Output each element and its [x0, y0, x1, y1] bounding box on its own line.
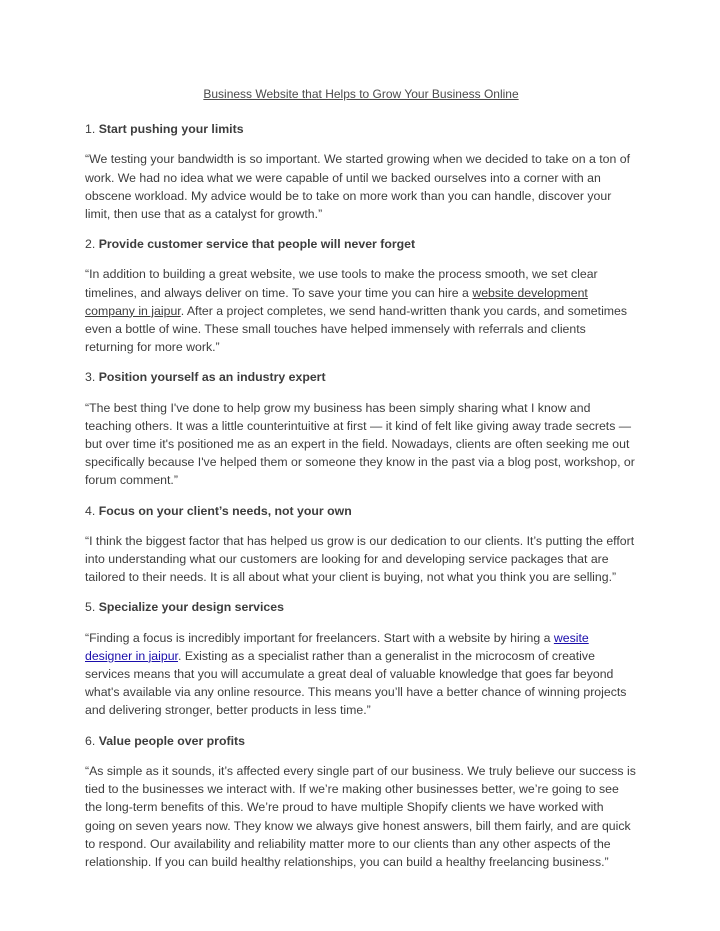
section-heading-4	[85, 502, 637, 520]
section-heading-text: Provide customer service that people will never forget	[98, 237, 416, 252]
section-number: 6.	[85, 733, 96, 748]
section-number: 3.	[85, 370, 96, 385]
section-heading-text: Specialize your design services	[98, 600, 284, 615]
section-heading-text: Value people over profits	[98, 733, 245, 748]
section-heading-2	[85, 235, 637, 253]
section-paragraph-3: “The best thing I've done to help grow my business has been simply sharing what I know and teaching others. It was a little counterintuitive at first — it kind of felt like giving away trade secrets — but over time it's positioned me as an expert in the field. Nowadays, clients are often seeking me out specifically because I've helped them or someone they know in the past via a blog post, workshop, or forum comment.”	[85, 400, 635, 488]
section-heading-3	[85, 368, 637, 386]
paragraph-text: . Existing as a specialist rather than a generalist in the microcosm of creative services means that you will accumulate a great deal of valuable knowledge that goes far beyond what's available via any online resource. This means you’ll have a better chance of winning projects and delivering stronger, better products in less time.”	[85, 648, 627, 718]
section-heading-6	[85, 732, 637, 750]
section-paragraph-1: “We testing your bandwidth is so important. We started growing when we decided to take on a ton of work. We had no idea what we were capable of until we backed ourselves into a corner with an obscene workload. My advice would be to take on more work than you can handle, discover your limit, then use that as a catalyst for growth.”	[85, 152, 631, 222]
section-number: 4.	[85, 503, 96, 518]
section-heading-text: Start pushing your limits	[98, 122, 244, 137]
section-number: 5.	[85, 600, 96, 615]
website-development-link[interactable]: website development company in jaipur	[85, 285, 588, 318]
section-paragraph-5	[85, 629, 637, 720]
paragraph-text: “In addition to building a great website, we use tools to make the process smooth, we set clear timelines, and always deliver on time. To save your time you can hire a	[85, 267, 598, 300]
paragraph-text: “Finding a focus is incredibly important for freelancers. Start with a website by hiring a	[85, 630, 554, 645]
section-number: 1.	[85, 122, 96, 137]
section-heading-text: Position yourself as an industry expert	[98, 370, 326, 385]
section-paragraph-2	[85, 265, 637, 356]
section-heading-1	[85, 120, 637, 138]
section-heading-5	[85, 598, 637, 616]
website-designer-link[interactable]: wesite designer in jaipur	[85, 630, 589, 663]
document-page	[85, 80, 637, 883]
document-title: Business Website that Helps to Grow Your Business Online	[203, 87, 519, 101]
section-paragraph-6: “As simple as it sounds, it’s affected every single part of our business. We truly believe our success is tied to the businesses we interact with. If we’re making other businesses better, we’re going to see the long-term benefits of this. We’re proud to have multiple Shopify clients we have worked with going on seven years now. They know we always give honest answers, bill them fairly, and are quick to respond. Our availability and reliability matter more to our clients than any other aspects of the relationship. If you can build healthy relationships, you can build a healthy freelancing business.”	[85, 763, 636, 869]
section-heading-text: Focus on your client’s needs, not your own	[98, 503, 352, 518]
paragraph-text: . After a project completes, we send hand-written thank you cards, and sometimes even a bottle of wine. These small touches have helped immensely with referrals and clients returning for more work.”	[85, 303, 628, 355]
section-number: 2.	[85, 237, 96, 252]
section-paragraph-4: “I think the biggest factor that has helped us grow is our dedication to our clients. It’s putting the effort into understanding what our customers are looking for and developing service packages that are tailored to their needs. It is all about what your client is buying, not what you think you are selling.”	[85, 533, 635, 585]
